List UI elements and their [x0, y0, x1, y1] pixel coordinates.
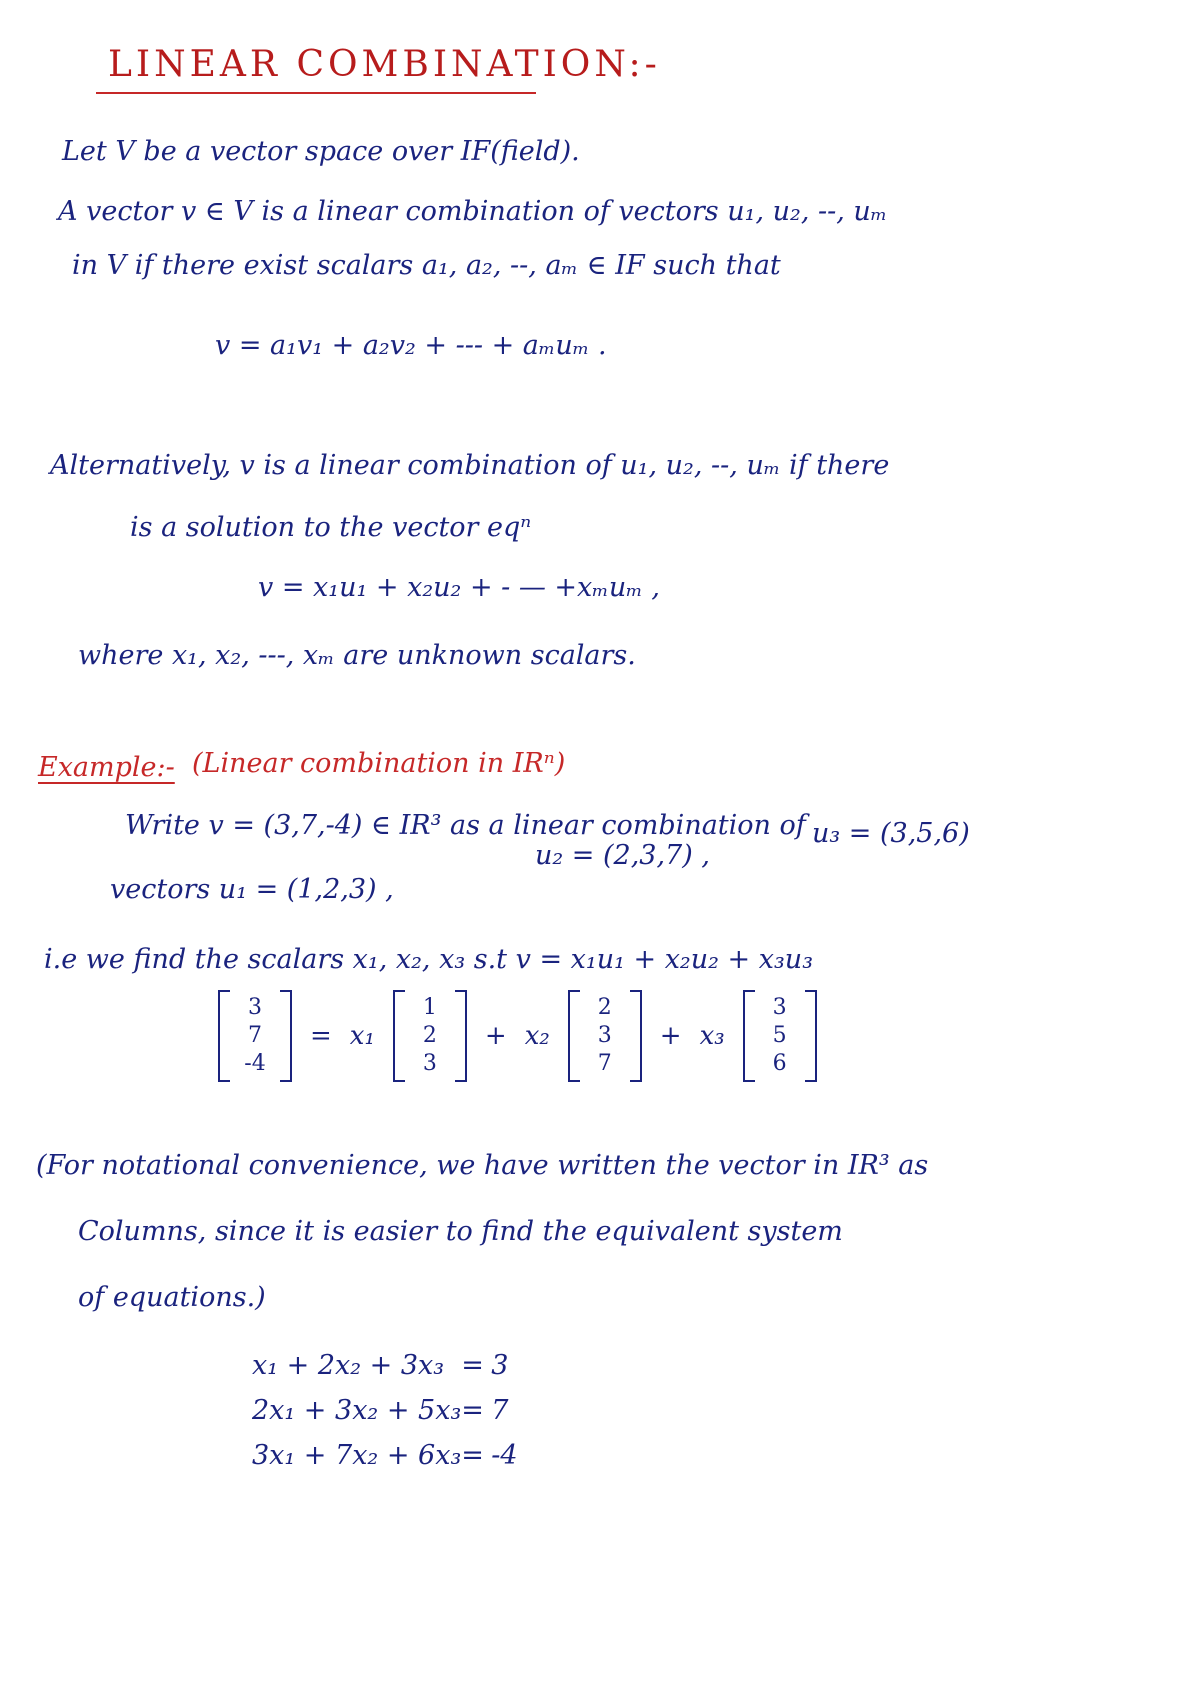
matrix-cell: 3: [248, 995, 262, 1020]
definition-line-1: Let V be a vector space over IF(field).: [62, 136, 580, 167]
vector-u1-matrix: [393, 990, 467, 1082]
plus-sign: +: [659, 1021, 682, 1051]
alternative-line-2: is a solution to the vector eqⁿ: [130, 512, 532, 543]
page-title: LINEAR COMBINATION:-: [108, 44, 661, 85]
matrix-cell: 3: [772, 995, 787, 1020]
equation-lhs: 3x₁ + 7x₂ + 6x₃: [252, 1440, 462, 1471]
equation-rhs: 3: [491, 1350, 509, 1381]
note-line-3: of equations.): [78, 1282, 266, 1313]
matrix-cell: 2: [597, 995, 612, 1020]
note-line-1: (For notational convenience, we have written the vector in IR³ as: [36, 1150, 929, 1181]
definition-formula: v = a₁v₁ + a₂v₂ + --- + aₘuₘ .: [215, 330, 607, 361]
title-underline: [96, 92, 536, 94]
equals-sign: =: [310, 1021, 332, 1051]
plus-sign: +: [484, 1021, 507, 1051]
matrix-cell: 6: [772, 1051, 787, 1076]
matrix-cell: 5: [772, 1023, 787, 1048]
example-line-2c: u₃ = (3,5,6): [812, 818, 970, 849]
coefficient-x3: x₃: [699, 1021, 725, 1051]
example-line-1: Write v = (3,7,-4) ∈ IR³ as a linear combination of: [125, 810, 806, 841]
equation-lhs: x₁ + 2x₂ + 3x₃: [252, 1350, 445, 1381]
unknowns-line: where x₁, x₂, ---, xₘ are unknown scalars.: [78, 640, 636, 671]
matrix-cell: 7: [597, 1051, 612, 1076]
equation-equals: =: [461, 1440, 484, 1471]
matrix-cell: -4: [244, 1051, 266, 1076]
coefficient-x1: x₁: [349, 1021, 375, 1051]
example-line-2b: u₂ = (2,3,7) ,: [535, 840, 710, 871]
equation-equals: =: [461, 1350, 484, 1381]
example-line-3: i.e we find the scalars x₁, x₂, x₃ s.t v = x₁u₁ + x₂u₂ + x₃u₃: [44, 944, 814, 975]
matrix-equation: [218, 990, 817, 1082]
matrix-cell: 2: [422, 1023, 437, 1048]
equation-equals: =: [461, 1395, 484, 1426]
definition-line-3: in V if there exist scalars a₁, a₂, --, aₘ ∈ IF such that: [72, 250, 781, 281]
equation-rhs: 7: [491, 1395, 509, 1426]
example-heading: (Linear combination in IRⁿ): [192, 748, 566, 779]
example-label: Example:-: [38, 752, 175, 783]
vector-u3-matrix: [743, 990, 817, 1082]
vector-equation: v = x₁u₁ + x₂u₂ + - — +xₘuₘ ,: [258, 572, 660, 603]
matrix-cell: 1: [422, 995, 437, 1020]
alternative-line-1: Alternatively, v is a linear combination of u₁, u₂, --, uₘ if there: [50, 450, 890, 481]
equation-rhs: -4: [491, 1440, 518, 1471]
coefficient-x2: x₂: [524, 1021, 550, 1051]
vector-v-matrix: [218, 990, 292, 1082]
example-line-2a: vectors u₁ = (1,2,3) ,: [110, 874, 394, 905]
equation-lhs: 2x₁ + 3x₂ + 5x₃: [252, 1395, 462, 1426]
vector-u2-matrix: [568, 990, 642, 1082]
matrix-cell: 7: [248, 1023, 262, 1048]
matrix-cell: 3: [422, 1051, 437, 1076]
equation-system: [252, 1350, 531, 1471]
definition-line-2: A vector v ∈ V is a linear combination of vectors u₁, u₂, --, uₘ: [58, 196, 888, 227]
matrix-cell: 3: [597, 1023, 612, 1048]
note-line-2: Columns, since it is easier to find the equivalent system: [78, 1216, 843, 1247]
